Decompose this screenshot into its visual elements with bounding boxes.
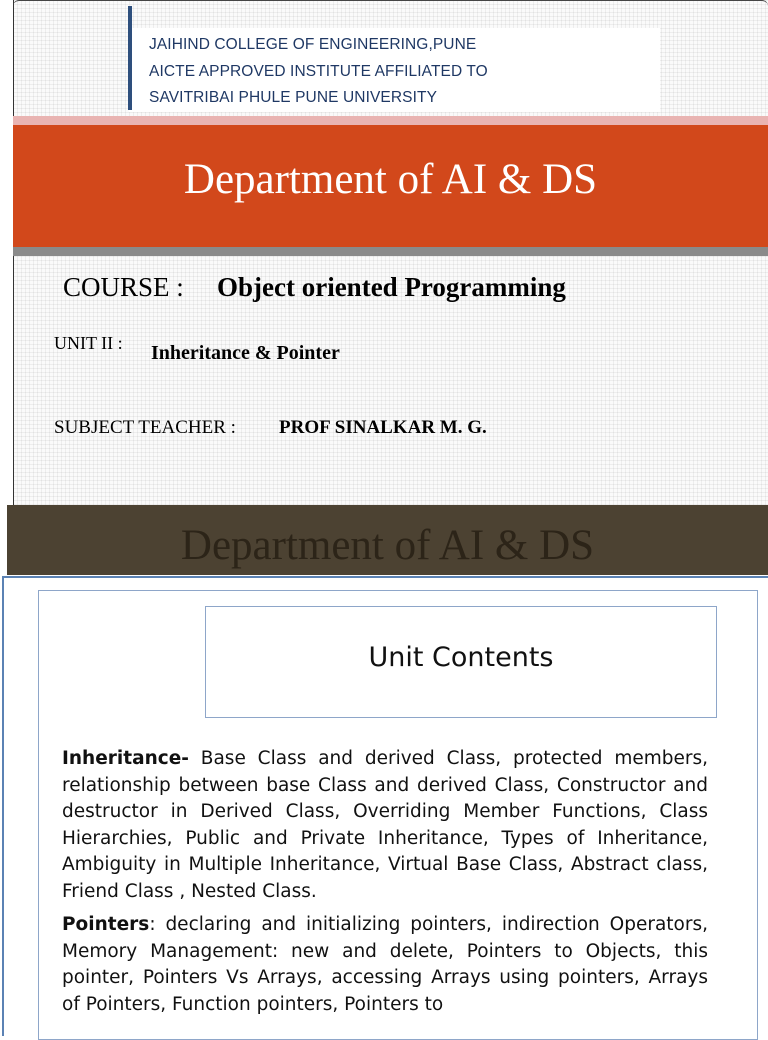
unit-label: UNIT II :: [54, 333, 123, 353]
gray-stripe: [13, 247, 768, 256]
slide-divider-band: [7, 505, 768, 575]
pointers-text: : declaring and initializing pointers, indirection Operators, Memory Management: new and delete, Pointers to Objects, this pointer, Pointers Vs Arrays, accessing Arrays using pointers, Arrays of Pointers, Function pointers, Pointers to: [62, 914, 708, 1015]
pink-stripe: [13, 116, 768, 125]
inheritance-paragraph: [62, 746, 708, 905]
slide-top-border: [13, 0, 768, 6]
inheritance-heading: Inheritance-: [62, 748, 189, 769]
institute-university: SAVITRIBAI PHULE PUNE UNIVERSITY: [149, 89, 438, 106]
band-department-title: Department of AI & DS: [180, 522, 595, 569]
contents-title: Unit Contents: [368, 642, 554, 673]
course-label: COURSE :: [63, 272, 184, 302]
pointers-heading: Pointers: [62, 914, 150, 935]
pointers-paragraph: [62, 912, 708, 1018]
teacher-name: PROF SINALKAR M. G.: [279, 417, 487, 438]
header-accent-bar: [128, 6, 132, 110]
institute-name: JAIHIND COLLEGE OF ENGINEERING,PUNE: [149, 36, 477, 53]
course-name: Object oriented Programming: [217, 272, 566, 302]
department-title: Department of AI & DS: [183, 156, 598, 203]
teacher-label: SUBJECT TEACHER :: [54, 417, 236, 438]
institute-approval: AICTE APPROVED INSTITUTE AFFILIATED TO: [149, 63, 488, 80]
unit-name: Inheritance & Pointer: [151, 342, 340, 364]
inheritance-text: Base Class and derived Class, protected members, relationship between base Class and derived Class, Constructor and destructor in Derived Class, Overriding Member Functions, Class Hierarchies, Public and Private Inheritance, Types of Inheritance, Ambiguity in Multiple Inheritance, Virtual Base Class, Abstract class, Friend Class , Nested Class.: [62, 748, 708, 902]
